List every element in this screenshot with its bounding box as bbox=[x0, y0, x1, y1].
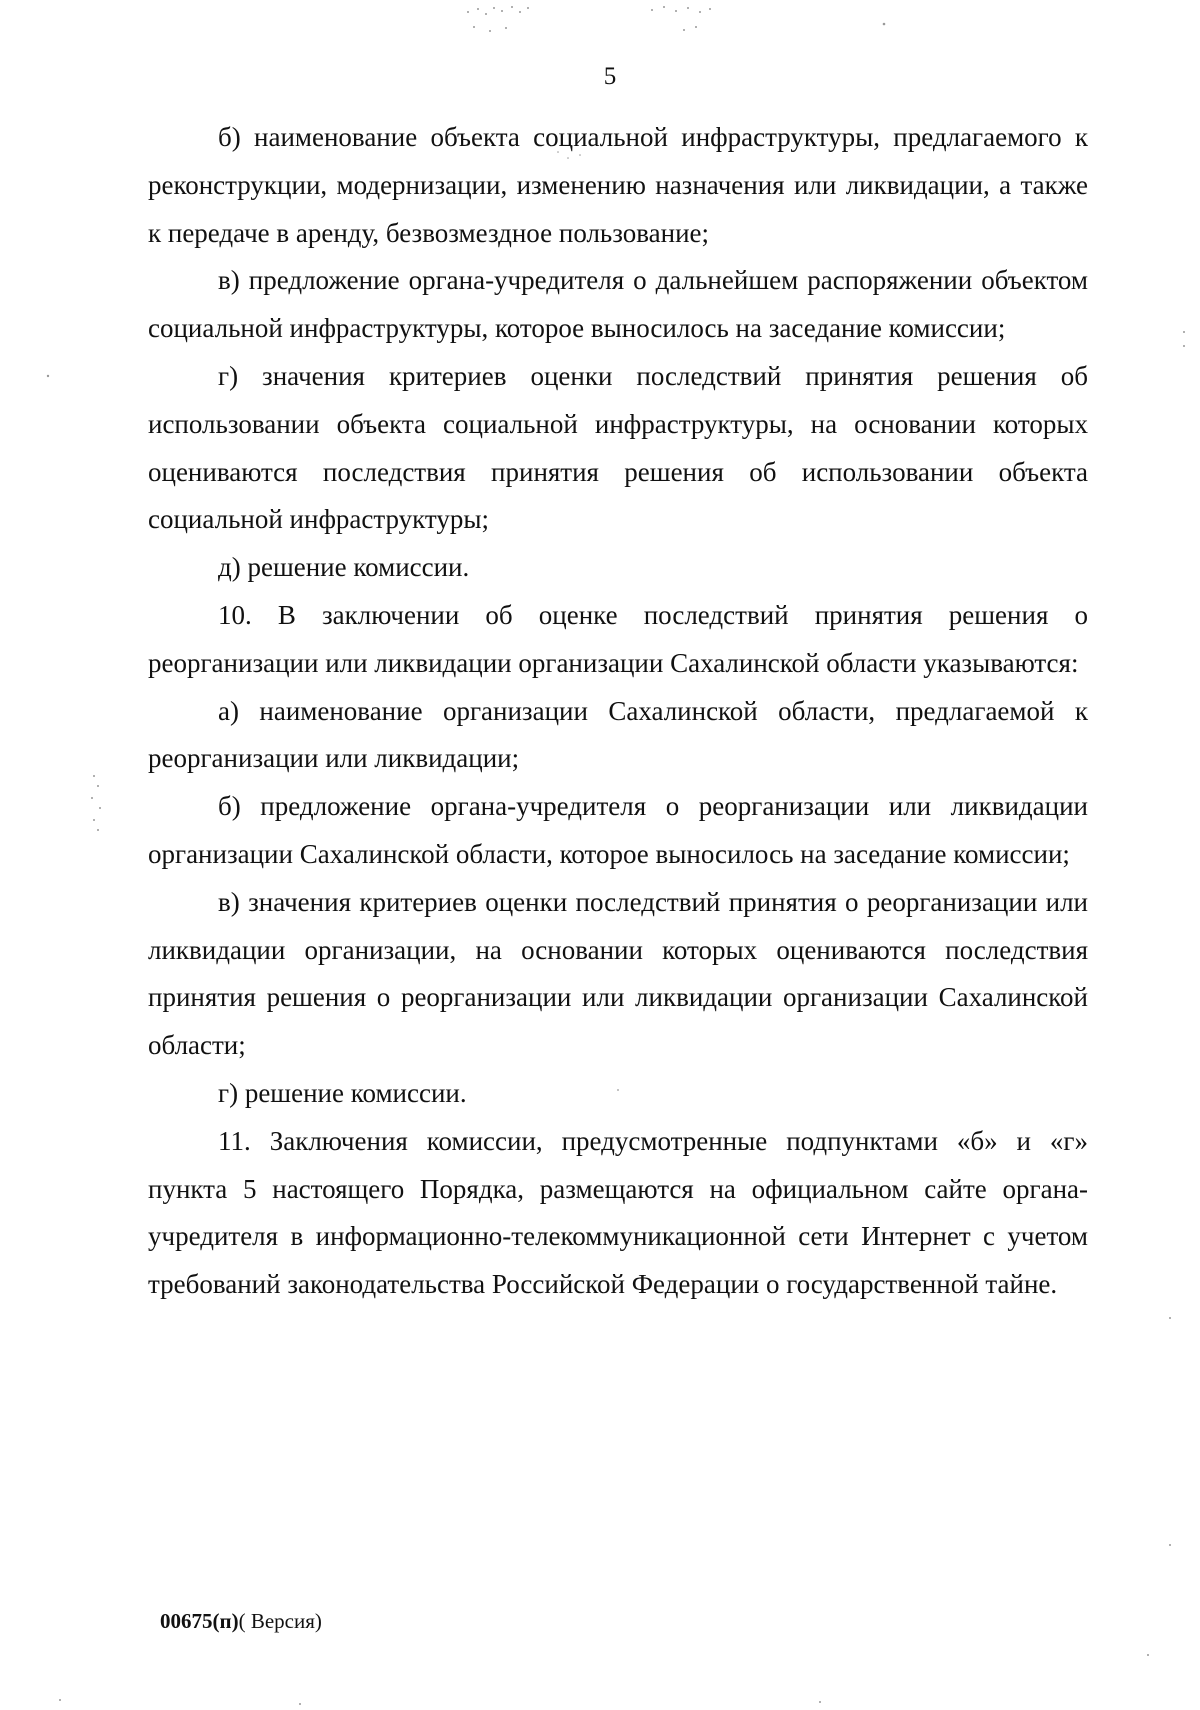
paragraph-item-11: 11. Заключения комиссии, предусмотренные подпунктами «б» и «г» пункта 5 настоящего Порядка, размещаются на официальном сайте органа-учредителя в информационно-телекоммуникационной сети Интернет с учетом требований законодательства Российской Федерации о государственной тайне. bbox=[148, 1125, 1088, 1300]
paragraph-reorganization-proposal: б) предложение органа-учредителя о реорганизации или ликвидации организации Сахалинской области, которое выносилось на заседание комиссии; bbox=[148, 791, 1088, 869]
document-footer bbox=[160, 1608, 322, 1634]
document-body bbox=[148, 114, 1088, 1309]
paragraph-commission-decision: д) решение комиссии. bbox=[218, 552, 470, 583]
page-number: 5 bbox=[603, 63, 617, 90]
paragraph-commission-decision-2: г) решение комиссии. bbox=[218, 1077, 467, 1108]
document-version: ( Версия) bbox=[238, 1609, 322, 1633]
paragraph-reorganization-criteria: в) значения критериев оценки последствий принятия о реорганизации или ликвидации организации, на основании которых оцениваются последствия принятия решения о реорганизации или ликвидации организации Сахалинской области; bbox=[148, 886, 1088, 1061]
document-code: 00675(п) bbox=[160, 1609, 239, 1633]
paragraph-criteria-values: г) значения критериев оценки последствий принятия решения об использовании объекта социальной инфраструктуры, на основании которых оцениваются последствия принятия решения об использовании объекта социальной инфраструктуры; bbox=[148, 360, 1088, 535]
paragraph-object-name: б) наименование объекта социальной инфраструктуры, предлагаемого к реконструкции, модернизации, изменению назначения или ликвидации, а также к передаче в аренду, безвозмездное пользование; bbox=[148, 122, 1088, 248]
paragraph-item-10: 10. В заключении об оценке последствий принятия решения о реорганизации или ликвидации организации Сахалинской области указываются: bbox=[148, 599, 1088, 678]
paragraph-founder-proposal: в) предложение органа-учредителя о дальнейшем распоряжении объектом социальной инфраструктуры, которое выносилось на заседание комиссии; bbox=[148, 265, 1088, 344]
paragraph-organization-name: а) наименование организации Сахалинской области, предлагаемой к реорганизации или ликвидации; bbox=[148, 695, 1088, 774]
